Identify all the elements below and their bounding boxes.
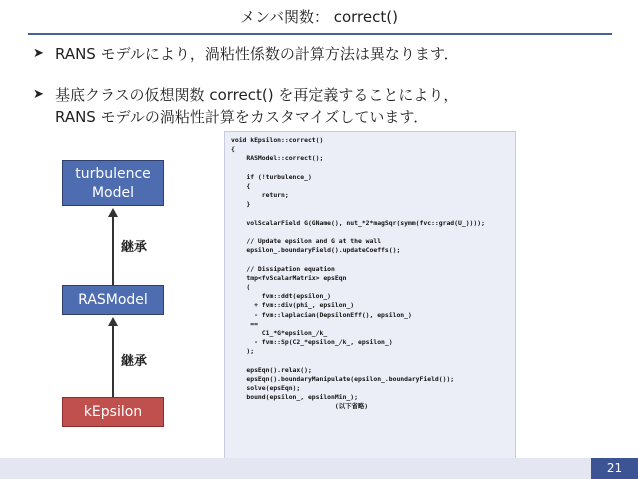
footer-bar (0, 458, 591, 479)
code-line: epsEqn().boundaryManipulate(epsilon_.boundaryField()); (231, 374, 455, 383)
code-line: void kEpsilon::correct() (231, 136, 324, 144)
code-line: RASModel::correct(); (231, 154, 324, 163)
code-line (231, 255, 509, 264)
class-box-turbulence-model-line1: turbulence (75, 166, 151, 182)
page-number: 21 (591, 458, 638, 479)
code-line (231, 164, 509, 173)
code-line: if (!turbulence_) (231, 172, 312, 181)
bullet-2-line-1: 基底クラスの仮想関数 correct() を再定義することにより， (55, 86, 459, 104)
code-line: epsEqn().relax(); (231, 365, 312, 374)
code-line: return; (231, 191, 289, 200)
code-line: solve(epsEqn); (231, 384, 301, 393)
class-box-turbulence-model-line2: Model (91, 185, 135, 201)
slide-title: メンバ関数： correct() (240, 8, 398, 26)
code-line: - fvm::Sp(C2_*epsilon_/k_, epsilon_) (231, 338, 393, 347)
code-line: - fvm::laplacian(DepsilonEff(), epsilon_) (231, 310, 412, 319)
inherit-label-top: 継承 (121, 240, 148, 255)
code-line: == (231, 319, 258, 328)
code-line: tmp<fvScalarMatrix> epsEqn (231, 273, 347, 282)
title-divider (28, 33, 612, 35)
class-box-rasmodel: RASModel (62, 285, 164, 315)
code-line: ( (231, 283, 251, 291)
code-line (231, 210, 509, 219)
code-line: epsilon_.boundaryField().updateCoeffs(); (231, 246, 401, 255)
code-line (231, 228, 509, 237)
code-line (231, 357, 509, 366)
code-listing (224, 131, 516, 461)
code-line: (以下省略) (231, 402, 369, 411)
code-line: ); (231, 347, 255, 356)
code-line: bound(epsilon_, epsilonMin_); (231, 393, 358, 402)
bullet-arrow-icon: ➤ (33, 87, 44, 102)
code-line: { (231, 145, 235, 154)
code-line: // Dissipation equation (231, 264, 335, 273)
inherit-arrow-line-bottom (112, 325, 114, 397)
code-line: fvm::ddt(epsilon_) (231, 292, 332, 301)
code-line: + fvm::div(phi_, epsilon_) (231, 301, 355, 310)
code-line: C1_*G*epsilon_/k_ (231, 328, 328, 337)
code-line: volScalarField G(GName(), nut_*2*magSqr(symm(fvc::grad(U_)))); (231, 218, 485, 227)
code-line: // Update epsilon and G at the wall (231, 237, 382, 246)
code-line: { (231, 181, 251, 190)
inherit-arrow-line-top (112, 216, 114, 285)
class-box-kepsilon: kEpsilon (62, 397, 164, 427)
bullet-1-text: RANS モデルにより，渦粘性係数の計算方法は異なります． (55, 45, 459, 63)
class-box-turbulence-model (62, 160, 164, 206)
code-line: } (231, 200, 251, 209)
inherit-label-bottom: 継承 (121, 354, 148, 369)
bullet-2-line-2: RANS モデルの渦粘性計算をカスタマイズしています． (55, 108, 429, 126)
bullet-arrow-icon: ➤ (33, 46, 44, 61)
